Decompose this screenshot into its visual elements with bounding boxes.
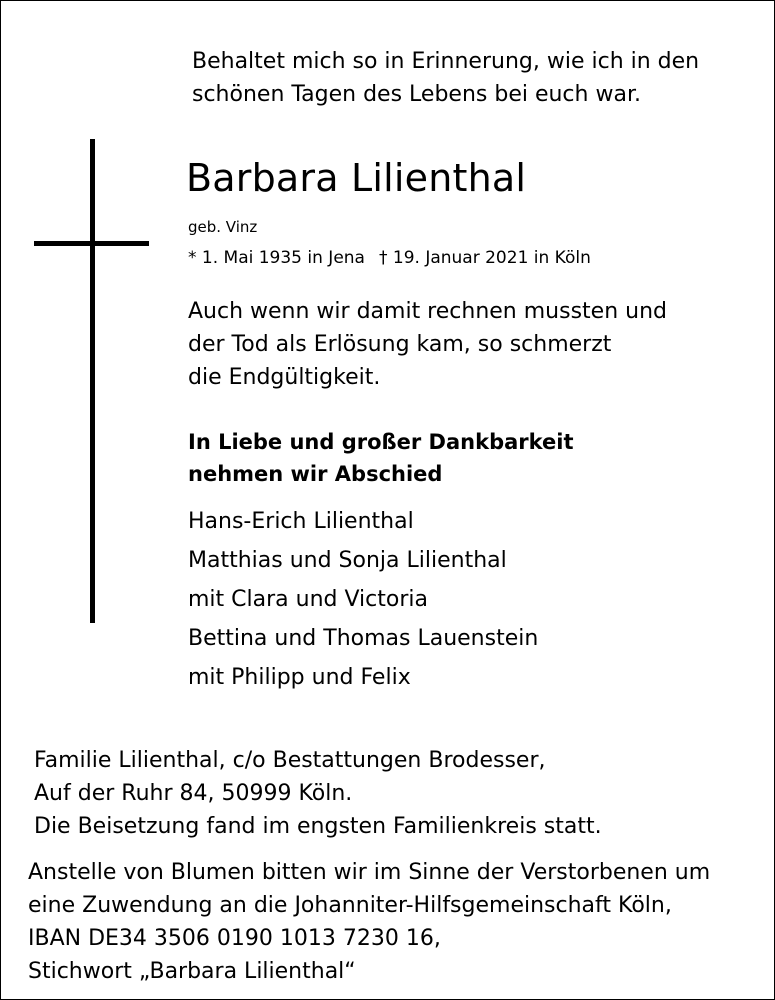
farewell-line: nehmen wir Abschied [188, 462, 443, 486]
mourner-entry: mit Clara und Victoria [188, 587, 428, 612]
donation-request [28, 856, 710, 988]
mourner-entry: Hans-Erich Lilienthal [188, 509, 414, 534]
motto-line: Behaltet mich so in Erinnerung, wie ich in den [192, 49, 700, 74]
quote-line: der Tod als Erlösung kam, so schmerzt [188, 332, 612, 357]
motto-line: schönen Tagen des Lebens bei euch war. [192, 82, 641, 107]
quote-line: die Endgültigkeit. [188, 365, 381, 390]
quote-text [188, 295, 667, 394]
mourners-list [188, 502, 538, 697]
motto-verse [192, 45, 752, 111]
birth-date: * 1. Mai 1935 in Jena [188, 248, 365, 268]
deceased-name: Barbara Lilienthal [186, 156, 527, 200]
quote-line: Auch wenn wir damit rechnen mussten und [188, 299, 667, 324]
maiden-name: geb. Vinz [188, 218, 258, 236]
contact-address-block [34, 744, 602, 843]
farewell-line: In Liebe und großer Dankbarkeit [188, 430, 574, 454]
mourner-entry: Bettina und Thomas Lauenstein [188, 626, 539, 651]
contact-line: Familie Lilienthal, c/o Bestattungen Brodesser, [34, 748, 546, 773]
cross-icon-horizontal-bar [34, 241, 149, 246]
death-date: † 19. Januar 2021 in Köln [378, 248, 591, 268]
contact-line: Die Beisetzung fand im engsten Familienkreis statt. [34, 814, 602, 839]
farewell-heading [188, 426, 574, 490]
donation-line: eine Zuwendung an die Johanniter-Hilfsgemeinschaft Köln, [28, 893, 672, 918]
donation-line: IBAN DE34 3506 0190 1013 7230 16, [28, 926, 441, 951]
donation-line: Stichwort „Barbara Lilienthal“ [28, 959, 356, 984]
life-dates [188, 246, 591, 270]
mourner-entry: Matthias und Sonja Lilienthal [188, 548, 507, 573]
contact-line: Auf der Ruhr 84, 50999 Köln. [34, 781, 353, 806]
mourner-entry: mit Philipp und Felix [188, 665, 411, 690]
donation-line: Anstelle von Blumen bitten wir im Sinne der Verstorbenen um [28, 860, 711, 885]
cross-icon-vertical-bar [90, 139, 95, 623]
